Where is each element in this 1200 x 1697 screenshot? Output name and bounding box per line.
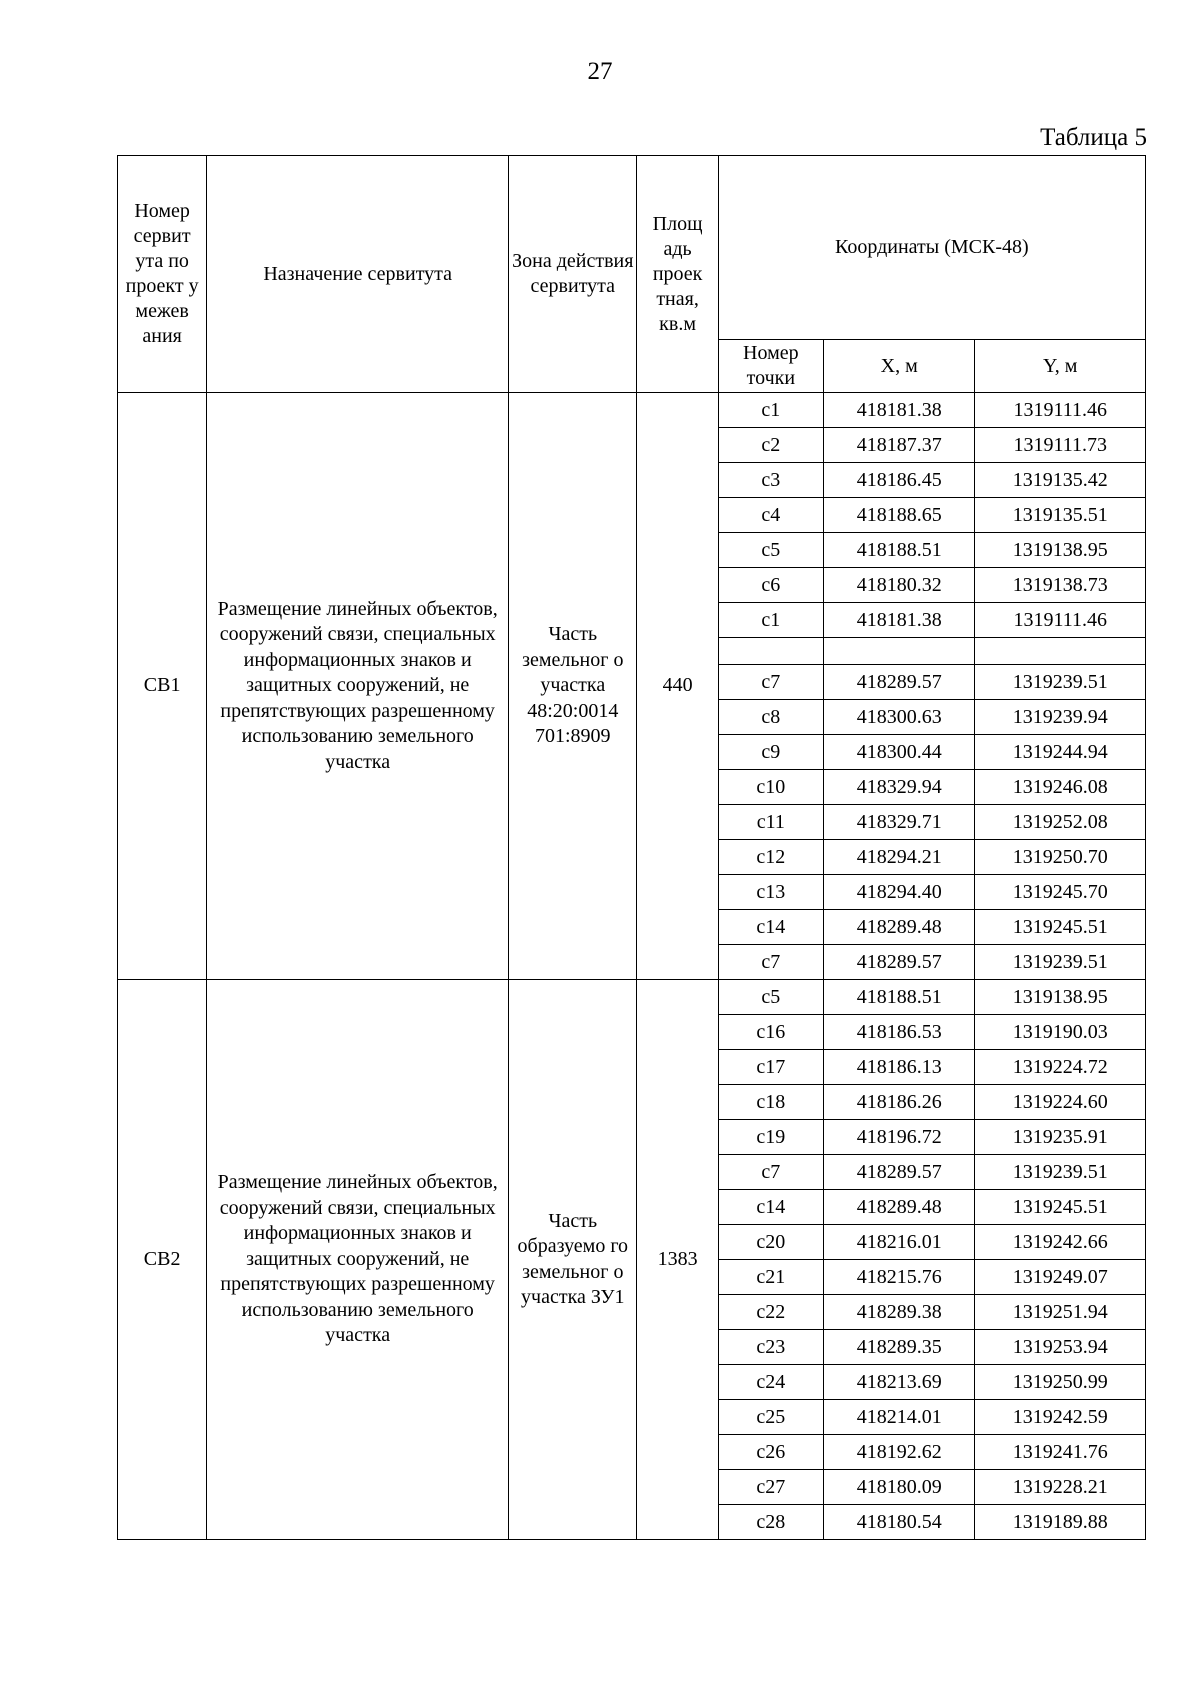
coord-y: 1319228.21 [975,1470,1146,1505]
coord-x: 418180.09 [824,1470,975,1505]
coord-x: 418188.51 [824,533,975,568]
coord-x: 418186.13 [824,1050,975,1085]
header-area: Площ адь проек тная, кв.м [637,156,718,393]
servitude-table [117,155,1146,1540]
table-row [118,980,1146,1015]
coord-y: 1319239.51 [975,945,1146,980]
coord-x: 418186.26 [824,1085,975,1120]
point-number: c1 [718,603,823,638]
point-number: c14 [718,910,823,945]
point-number: c3 [718,463,823,498]
table-row [118,393,1146,428]
coord-x: 418289.57 [824,945,975,980]
coord-x: 418181.38 [824,603,975,638]
coord-x: 418329.71 [824,805,975,840]
coord-y: 1319242.66 [975,1225,1146,1260]
coord-y: 1319251.94 [975,1295,1146,1330]
header-x: X, м [824,340,975,393]
coord-x: 418186.45 [824,463,975,498]
point-number: c23 [718,1330,823,1365]
coord-y: 1319239.51 [975,1155,1146,1190]
point-number: c24 [718,1365,823,1400]
table-body [118,393,1146,1540]
page-number: 27 [587,58,613,85]
point-number: c10 [718,770,823,805]
point-number: c22 [718,1295,823,1330]
point-number: c20 [718,1225,823,1260]
coord-x: 418289.48 [824,1190,975,1225]
group-area: 440 [637,393,718,980]
point-number: c1 [718,393,823,428]
coord-y: 1319239.94 [975,700,1146,735]
header-coordinates: Координаты (МСК-48) [718,156,1145,340]
coord-x: 418180.54 [824,1505,975,1540]
coord-x: 418289.38 [824,1295,975,1330]
coord-x: 418188.51 [824,980,975,1015]
point-number: c11 [718,805,823,840]
coord-y: 1319252.08 [975,805,1146,840]
point-number: c12 [718,840,823,875]
group-purpose: Размещение линейных объектов, сооружений связи, специальных информационных знаков и защитных сооружений, не препятствующих разрешенному использованию земельного участка [207,980,509,1540]
coord-x: 418214.01 [824,1400,975,1435]
coord-x: 418192.62 [824,1435,975,1470]
point-number: c4 [718,498,823,533]
group-zone: Часть образуемо го земельног о участка ЗУ1 [509,980,637,1540]
coord-y: 1319250.99 [975,1365,1146,1400]
group-id: СВ1 [118,393,207,980]
coord-y: 1319245.51 [975,910,1146,945]
coord-x: 418180.32 [824,568,975,603]
group-zone: Часть земельног о участка 48:20:0014 701:8909 [509,393,637,980]
point-number: c2 [718,428,823,463]
coord-x: 418186.53 [824,1015,975,1050]
point-number: c8 [718,700,823,735]
point-number: c13 [718,875,823,910]
coord-y: 1319242.59 [975,1400,1146,1435]
group-id: СВ2 [118,980,207,1540]
group-purpose: Размещение линейных объектов, сооружений связи, специальных информационных знаков и защитных сооружений, не препятствующих разрешенному использованию земельного участка [207,393,509,980]
point-number: c19 [718,1120,823,1155]
coord-y: 1319224.72 [975,1050,1146,1085]
coord-y: 1319135.42 [975,463,1146,498]
header-y: Y, м [975,340,1146,393]
coord-y: 1319189.88 [975,1505,1146,1540]
coord-y: 1319250.70 [975,840,1146,875]
coord-y [975,638,1146,665]
point-number: c18 [718,1085,823,1120]
coord-y: 1319135.51 [975,498,1146,533]
coord-x: 418187.37 [824,428,975,463]
table-title: Таблица 5 [1040,124,1147,151]
coord-y: 1319245.70 [975,875,1146,910]
point-number: c7 [718,945,823,980]
point-number: c21 [718,1260,823,1295]
coord-x: 418196.72 [824,1120,975,1155]
coord-y: 1319138.73 [975,568,1146,603]
coord-x: 418294.40 [824,875,975,910]
point-number: c7 [718,665,823,700]
header-zone: Зона действия сервитута [509,156,637,393]
point-number: c5 [718,533,823,568]
coord-x: 418213.69 [824,1365,975,1400]
coord-y: 1319253.94 [975,1330,1146,1365]
coord-x: 418289.57 [824,1155,975,1190]
point-number: c7 [718,1155,823,1190]
coord-x: 418181.38 [824,393,975,428]
coord-x: 418215.76 [824,1260,975,1295]
coord-x: 418294.21 [824,840,975,875]
coord-y: 1319111.46 [975,603,1146,638]
header-purpose: Назначение сервитута [207,156,509,393]
point-number: c9 [718,735,823,770]
header-servitude-number: Номер сервит ута по проект у межев ания [118,156,207,393]
point-number: c6 [718,568,823,603]
coord-y: 1319246.08 [975,770,1146,805]
coord-x: 418289.48 [824,910,975,945]
coord-y: 1319111.46 [975,393,1146,428]
coord-x: 418300.63 [824,700,975,735]
coord-x: 418289.57 [824,665,975,700]
point-number: c14 [718,1190,823,1225]
coord-x: 418300.44 [824,735,975,770]
coord-x: 418289.35 [824,1330,975,1365]
header-point-number: Номер точки [718,340,823,393]
coord-y: 1319239.51 [975,665,1146,700]
coord-y: 1319244.94 [975,735,1146,770]
coord-y: 1319241.76 [975,1435,1146,1470]
coord-x: 418329.94 [824,770,975,805]
point-number: c17 [718,1050,823,1085]
point-number: c28 [718,1505,823,1540]
coord-y: 1319249.07 [975,1260,1146,1295]
point-number: c25 [718,1400,823,1435]
point-number: c5 [718,980,823,1015]
point-number [718,638,823,665]
coord-y: 1319224.60 [975,1085,1146,1120]
point-number: c27 [718,1470,823,1505]
coord-y: 1319138.95 [975,980,1146,1015]
coord-x: 418188.65 [824,498,975,533]
coord-x: 418216.01 [824,1225,975,1260]
point-number: c16 [718,1015,823,1050]
group-area: 1383 [637,980,718,1540]
coord-x [824,638,975,665]
coord-y: 1319138.95 [975,533,1146,568]
coord-y: 1319190.03 [975,1015,1146,1050]
point-number: c26 [718,1435,823,1470]
coord-y: 1319111.73 [975,428,1146,463]
coord-y: 1319245.51 [975,1190,1146,1225]
coord-y: 1319235.91 [975,1120,1146,1155]
